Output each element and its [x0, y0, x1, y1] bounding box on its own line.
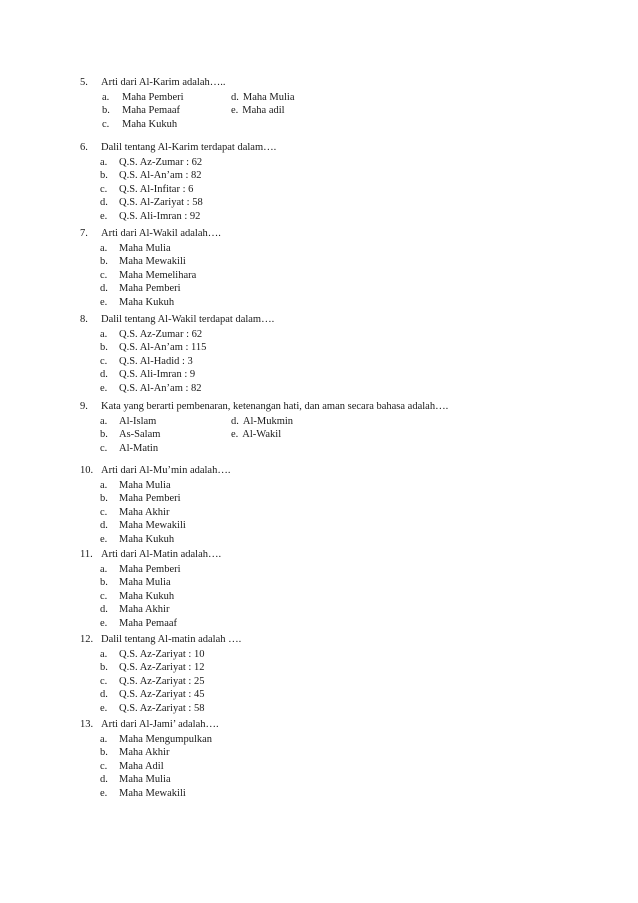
option-letter: c.: [100, 675, 108, 687]
question-number: 5.: [80, 77, 88, 88]
option-row: [80, 242, 600, 255]
option-row: [80, 104, 600, 117]
question-number: 10.: [80, 465, 94, 476]
option-letter: c.: [100, 183, 108, 195]
option-text: Maha Mewakili: [119, 256, 186, 268]
option-letter: d.: [100, 689, 108, 701]
option-row: [80, 563, 600, 576]
option-text: Q.S. Az-Zumar : 62: [119, 329, 203, 340]
question-7: [80, 226, 600, 309]
option-row: [80, 479, 600, 492]
option-letter: d.: [231, 92, 239, 103]
option-text: Q.S. Az-Zariyat : 25: [119, 675, 205, 687]
option-row: [80, 382, 600, 395]
option-right-column: [231, 91, 295, 104]
option-text: Q.S. Ali-Imran : 92: [119, 210, 201, 222]
question-text: Dalil tentang Al-Karim terdapat dalam….: [101, 142, 277, 153]
option-row: [80, 590, 600, 603]
option-row: [80, 519, 600, 532]
option-text: Al-Matin: [119, 442, 159, 454]
option-row: [80, 428, 600, 441]
option-text: Maha Akhir: [119, 747, 170, 759]
option-row: [80, 156, 600, 169]
option-text: Q.S. Ali-Imran : 9: [119, 369, 196, 381]
question-11: [80, 547, 600, 630]
option-row: [80, 296, 600, 309]
option-row: [80, 760, 600, 773]
question-text: Arti dari Al-Karim adalah…..: [101, 77, 226, 88]
option-text: Maha Adil: [119, 760, 164, 772]
option-row: [80, 773, 600, 786]
option-row: [80, 442, 600, 455]
option-right-column: [231, 428, 281, 441]
option-letter: e.: [231, 429, 239, 441]
option-letter: e.: [100, 533, 108, 545]
question-stem: [80, 312, 600, 328]
option-row: [80, 210, 600, 223]
option-row: [80, 661, 600, 674]
option-row: [80, 355, 600, 368]
question-text: Arti dari Al-Mu’min adalah….: [101, 465, 231, 476]
option-row: [80, 282, 600, 295]
question-12: [80, 632, 600, 715]
option-letter: e.: [231, 105, 239, 117]
option-letter: b.: [100, 429, 108, 441]
option-text: Q.S. Az-Zariyat : 12: [119, 662, 205, 674]
option-letter: a.: [100, 416, 108, 427]
option-letter: a.: [100, 329, 108, 340]
option-right-column: [231, 415, 293, 428]
option-row: [80, 746, 600, 759]
question-6: [80, 140, 600, 223]
question-number: 6.: [80, 142, 88, 153]
option-row: [80, 328, 600, 341]
option-text: Q.S. Al-Zariyat : 58: [119, 197, 203, 209]
option-text: Maha Akhir: [119, 506, 170, 518]
question-number: 11.: [80, 549, 93, 560]
option-text: Maha Mengumpulkan: [119, 734, 213, 745]
option-text: Maha Mulia: [242, 92, 295, 103]
option-letter: c.: [102, 118, 110, 130]
question-number: 8.: [80, 314, 88, 325]
option-text: Maha Pemaaf: [119, 617, 178, 629]
question-stem: [80, 75, 600, 91]
question-10: [80, 463, 600, 546]
option-row: [80, 702, 600, 715]
option-row: [80, 576, 600, 589]
question-13: [80, 717, 600, 800]
question-number: 9.: [80, 401, 88, 412]
option-text: Maha Pemberi: [122, 92, 184, 103]
option-row: [80, 675, 600, 688]
option-letter: d.: [100, 520, 108, 532]
option-letter: b.: [100, 662, 108, 674]
question-text: Kata yang berarti pembenaran, ketenangan hati, dan aman secara bahasa adalah….: [101, 401, 449, 412]
question-text: Dalil tentang Al-matin adalah ….: [101, 634, 242, 645]
option-row: [80, 415, 600, 428]
option-letter: b.: [100, 342, 108, 354]
option-text: Al-Islam: [119, 416, 157, 427]
question-number: 12.: [80, 634, 94, 645]
option-letter: d.: [100, 197, 108, 209]
option-row: [80, 183, 600, 196]
option-text: Q.S. Al-An’am : 82: [119, 170, 202, 182]
option-text: Maha Pemberi: [119, 493, 181, 505]
option-row: [80, 506, 600, 519]
option-row: [80, 118, 600, 131]
option-letter: b.: [100, 170, 108, 182]
option-row: [80, 169, 600, 182]
option-letter: a.: [100, 564, 108, 575]
option-text: Q.S. Al-An’am : 115: [119, 342, 207, 354]
question-text: Arti dari Al-Jami’ adalah….: [101, 719, 219, 730]
option-row: [80, 787, 600, 800]
question-stem: [80, 399, 600, 415]
option-letter: e.: [100, 210, 108, 222]
option-text: Q.S. Al-Infitar : 6: [119, 183, 194, 195]
question-stem: [80, 463, 600, 479]
option-letter: b.: [100, 256, 108, 268]
option-letter: e.: [100, 382, 108, 394]
option-row: [80, 91, 600, 104]
option-text: Maha adil: [242, 105, 285, 117]
question-number: 13.: [80, 719, 94, 730]
option-text: Q.S. Al-An’am : 82: [119, 382, 202, 394]
option-row: [80, 255, 600, 268]
option-letter: a.: [100, 157, 108, 168]
question-text: Arti dari Al-Wakil adalah….: [101, 228, 221, 239]
option-text: Maha Mulia: [119, 480, 171, 491]
option-letter: c.: [100, 506, 108, 518]
option-letter: a.: [100, 243, 108, 254]
option-text: Q.S. Az-Zariyat : 58: [119, 702, 205, 714]
question-text: Dalil tentang Al-Wakil terdapat dalam….: [101, 314, 275, 325]
option-text: Q.S. Az-Zumar : 62: [119, 157, 203, 168]
option-text: Maha Mulia: [119, 774, 171, 786]
option-text: Maha Pemaaf: [122, 105, 181, 117]
option-text: Maha Memelihara: [119, 269, 197, 281]
question-stem: [80, 140, 600, 156]
option-text: Q.S. Al-Hadid : 3: [119, 355, 193, 367]
option-row: [80, 603, 600, 616]
option-letter: b.: [102, 105, 110, 117]
question-stem: [80, 226, 600, 242]
option-letter: c.: [100, 442, 108, 454]
option-letter: a.: [100, 480, 108, 491]
question-stem: [80, 547, 600, 563]
question-8: [80, 312, 600, 395]
option-text: Maha Kukuh: [122, 118, 178, 130]
option-text: Maha Kukuh: [119, 590, 175, 602]
question-text: Arti dari Al-Matin adalah….: [101, 549, 222, 560]
question-9: [80, 399, 600, 455]
option-row: [80, 617, 600, 630]
option-text: Maha Pemberi: [119, 283, 181, 295]
option-text: As-Salam: [119, 429, 161, 441]
option-text: Maha Akhir: [119, 604, 170, 616]
option-text: Al-Mukmin: [242, 416, 294, 427]
option-letter: e.: [100, 296, 108, 308]
option-text: Maha Mulia: [119, 243, 171, 254]
option-right-column: [231, 104, 285, 117]
question-5: [80, 75, 600, 131]
option-text: Maha Kukuh: [119, 296, 175, 308]
option-letter: b.: [100, 747, 108, 759]
option-row: [80, 688, 600, 701]
option-letter: b.: [100, 493, 108, 505]
option-row: [80, 492, 600, 505]
question-stem: [80, 632, 600, 648]
option-row: [80, 368, 600, 381]
option-letter: c.: [100, 760, 108, 772]
option-letter: c.: [100, 590, 108, 602]
option-letter: a.: [100, 734, 108, 745]
option-row: [80, 269, 600, 282]
option-letter: a.: [100, 649, 108, 660]
option-letter: d.: [231, 416, 239, 427]
option-text: Maha Mewakili: [119, 520, 186, 532]
option-letter: c.: [100, 355, 108, 367]
option-row: [80, 533, 600, 546]
option-letter: b.: [100, 577, 108, 589]
option-text: Maha Mulia: [119, 577, 171, 589]
option-letter: d.: [100, 283, 108, 295]
question-stem: [80, 717, 600, 733]
option-text: Maha Pemberi: [119, 564, 181, 575]
option-text: Q.S. Az-Zariyat : 45: [119, 689, 205, 701]
option-row: [80, 648, 600, 661]
option-letter: e.: [100, 617, 108, 629]
option-letter: a.: [102, 92, 110, 103]
option-letter: e.: [100, 787, 108, 799]
question-number: 7.: [80, 228, 88, 239]
option-row: [80, 733, 600, 746]
option-letter: c.: [100, 269, 108, 281]
option-row: [80, 196, 600, 209]
option-text: Al-Wakil: [242, 429, 282, 441]
option-text: Maha Mewakili: [119, 787, 186, 799]
option-letter: d.: [100, 369, 108, 381]
option-row: [80, 341, 600, 354]
option-text: Maha Kukuh: [119, 533, 175, 545]
option-letter: e.: [100, 702, 108, 714]
option-text: Q.S. Az-Zariyat : 10: [119, 649, 205, 660]
option-letter: d.: [100, 774, 108, 786]
option-letter: d.: [100, 604, 108, 616]
